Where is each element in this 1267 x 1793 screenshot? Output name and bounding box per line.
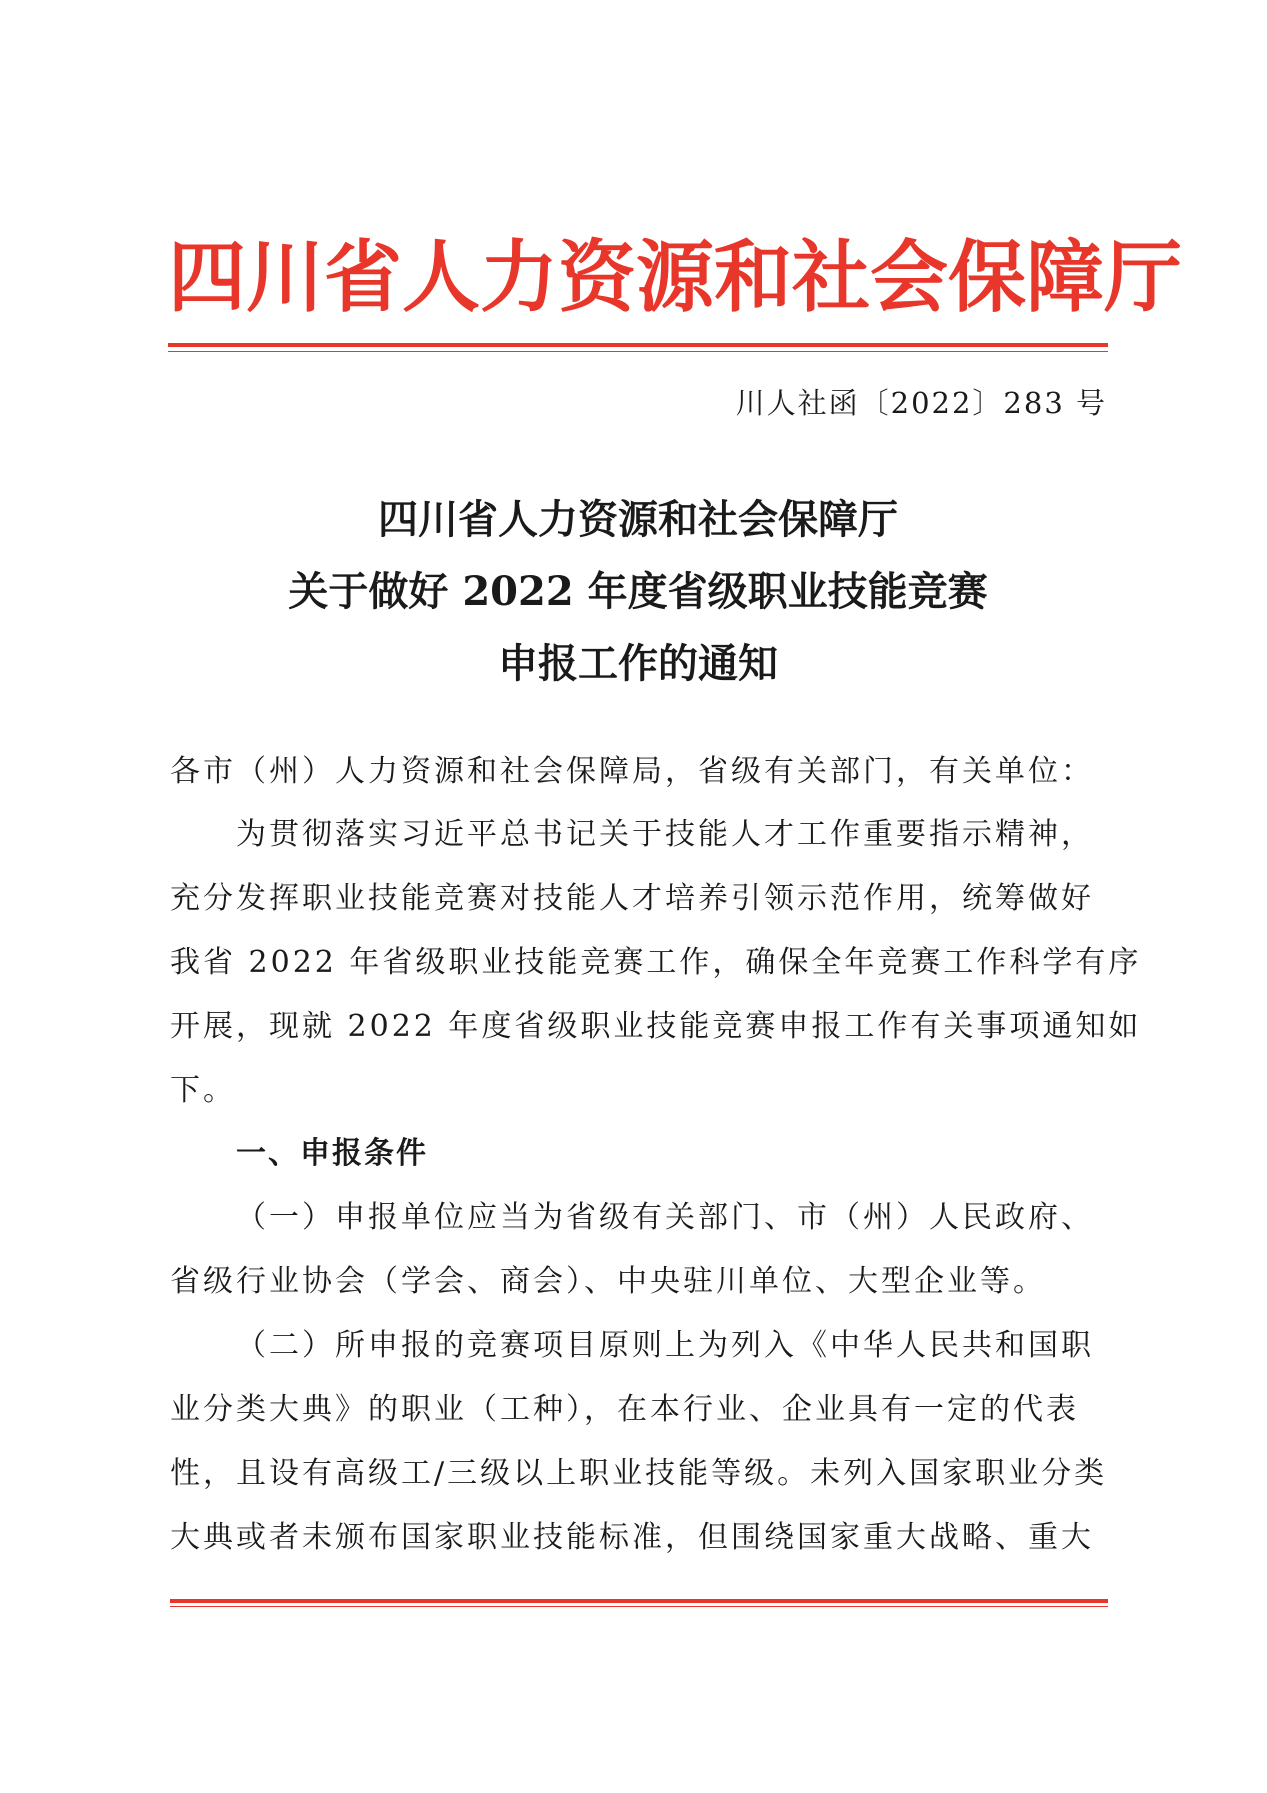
paragraph1-line-2: 充分发挥职业技能竞赛对技能人才培养引领示范作用，统筹做好 <box>170 881 1094 916</box>
paragraph1-line-4: 开展，现就 2022 年度省级职业技能竞赛申报工作有关事项通知如 <box>170 1009 1142 1044</box>
paragraph1-line-1: 为贯彻落实习近平总书记关于技能人才工作重要指示精神， <box>236 817 1094 852</box>
item2-line-3: 性，且设有高级工/三级以上职业技能等级。未列入国家职业分类 <box>170 1456 1108 1491</box>
addressee-line: 各市（州）人力资源和社会保障局，省级有关部门，有关单位： <box>170 754 1094 789</box>
item2-line-1: （二）所申报的竞赛项目原则上为列入《中华人民共和国职 <box>236 1328 1094 1363</box>
document-number: 川人社函〔2022〕283 号 <box>735 386 1107 420</box>
letterhead-title: 四川省人力资源和社会保障厅 <box>168 232 1183 323</box>
footer-red-rule-thin <box>170 1606 1108 1607</box>
footer-red-rule-thick <box>170 1599 1108 1603</box>
section-heading-1: 一、申报条件 <box>236 1136 428 1171</box>
paragraph1-line-5: 下。 <box>170 1073 236 1108</box>
item1-line-2: 省级行业协会（学会、商会）、中央驻川单位、大型企业等。 <box>170 1264 1046 1299</box>
notice-title-line-1: 四川省人力资源和社会保障厅 <box>378 496 898 543</box>
letterhead-red-rule-thick <box>168 343 1108 347</box>
item1-line-1: （一）申报单位应当为省级有关部门、市（州）人民政府、 <box>236 1200 1094 1235</box>
letterhead-red-rule-thin <box>168 351 1108 352</box>
paragraph1-line-3: 我省 2022 年省级职业技能竞赛工作，确保全年竞赛工作科学有序 <box>170 945 1142 980</box>
item2-line-4: 大典或者未颁布国家职业技能标准，但围绕国家重大战略、重大 <box>170 1520 1094 1555</box>
notice-title-line-2: 关于做好 2022 年度省级职业技能竞赛 <box>288 568 988 615</box>
item2-line-2: 业分类大典》的职业（工种），在本行业、企业具有一定的代表 <box>170 1392 1079 1427</box>
notice-title-line-3: 申报工作的通知 <box>498 640 778 687</box>
